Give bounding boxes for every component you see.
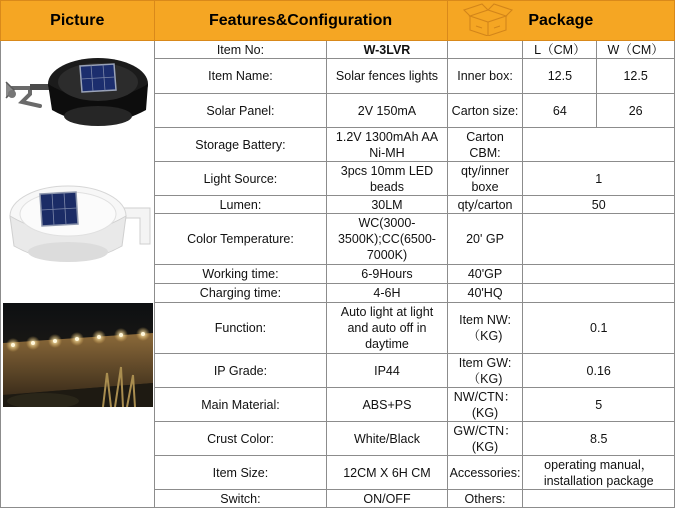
white-solar-gutter-light xyxy=(0,172,156,272)
spec-value: Solar fences lights xyxy=(327,59,447,94)
fence-lights-at-night xyxy=(3,303,153,407)
pkg-l-value: 64 xyxy=(523,94,597,128)
spec-label: Color Temperature: xyxy=(154,214,327,265)
pkg-l-value: 12.5 xyxy=(523,59,597,94)
pkg-label: Item NW:（KG) xyxy=(447,303,523,354)
spec-value: ON/OFF xyxy=(327,490,447,508)
spec-label: Storage Battery: xyxy=(154,128,327,162)
spec-label: Function: xyxy=(154,303,327,354)
black-solar-gutter-light xyxy=(0,44,156,140)
pkg-label xyxy=(447,41,523,59)
pkg-col-w-header: W（CM） xyxy=(597,41,675,59)
spec-value: 1.2V 1300mAh AA Ni-MH xyxy=(327,128,447,162)
pkg-value xyxy=(523,265,675,284)
spec-value: 12CM X 6H CM xyxy=(327,456,447,490)
spec-value: White/Black xyxy=(327,422,447,456)
spec-value: 30LM xyxy=(327,196,447,214)
pkg-label: NW/CTN：(KG) xyxy=(447,388,523,422)
spec-value: 4-6H xyxy=(327,284,447,303)
pkg-value: operating manual，installation package xyxy=(523,456,675,490)
spec-value: ABS+PS xyxy=(327,388,447,422)
pkg-label: 40'GP xyxy=(447,265,523,284)
features-header: Features&Configuration xyxy=(154,1,447,41)
pkg-value xyxy=(523,128,675,162)
pkg-value: 5 xyxy=(523,388,675,422)
spec-label: Solar Panel: xyxy=(154,94,327,128)
pkg-w-value: 12.5 xyxy=(597,59,675,94)
picture-header: Picture xyxy=(1,1,155,41)
spec-value: IP44 xyxy=(327,354,447,388)
pkg-value: 8.5 xyxy=(523,422,675,456)
spec-label: Lumen: xyxy=(154,196,327,214)
spec-label: Switch: xyxy=(154,490,327,508)
pkg-label: Others: xyxy=(447,490,523,508)
pkg-value xyxy=(523,214,675,265)
spec-label: Working time: xyxy=(154,265,327,284)
pkg-value xyxy=(523,284,675,303)
spec-label: Item Size: xyxy=(154,456,327,490)
pkg-label: qty/carton xyxy=(447,196,523,214)
pkg-value: 1 xyxy=(523,162,675,196)
spec-label: Charging time: xyxy=(154,284,327,303)
spec-value: W-3LVR xyxy=(327,41,447,59)
spec-value: 2V 150mA xyxy=(327,94,447,128)
pkg-value: 0.16 xyxy=(523,354,675,388)
pkg-value xyxy=(523,490,675,508)
spec-value: 6-9Hours xyxy=(327,265,447,284)
pkg-label: Carton CBM: xyxy=(447,128,523,162)
pkg-label: Inner box: xyxy=(447,59,523,94)
spec-label: Light Source: xyxy=(154,162,327,196)
spec-label: Item No: xyxy=(154,41,327,59)
spec-label: IP Grade: xyxy=(154,354,327,388)
spec-label: Item Name: xyxy=(154,59,327,94)
pkg-value: 50 xyxy=(523,196,675,214)
spec-label: Crust Color: xyxy=(154,422,327,456)
spec-value: WC(3000-3500K);CC(6500-7000K) xyxy=(327,214,447,265)
spec-value: Auto light at light and auto off in daytime xyxy=(327,303,447,354)
pkg-w-value: 26 xyxy=(597,94,675,128)
pkg-col-l-header: L（CM） xyxy=(523,41,597,59)
pkg-value: 0.1 xyxy=(523,303,675,354)
pkg-label: 20' GP xyxy=(447,214,523,265)
pkg-label: qty/inner boxe xyxy=(447,162,523,196)
spec-value: 3pcs 10mm LED beads xyxy=(327,162,447,196)
package-header: Package xyxy=(447,1,674,41)
pkg-label: Accessories: xyxy=(447,456,523,490)
pkg-label: GW/CTN：(KG) xyxy=(447,422,523,456)
spec-label: Main Material: xyxy=(154,388,327,422)
pkg-label: 40'HQ xyxy=(447,284,523,303)
pkg-label: Carton size: xyxy=(447,94,523,128)
pkg-label: Item GW:（KG) xyxy=(447,354,523,388)
